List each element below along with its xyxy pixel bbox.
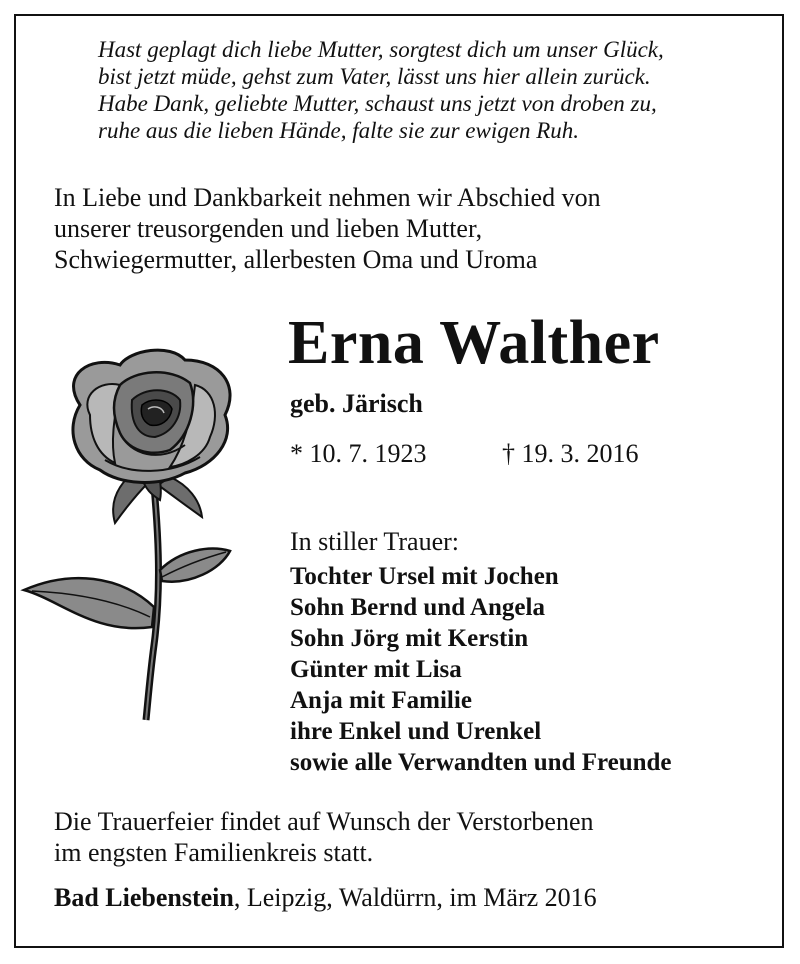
mourners-list [290, 561, 672, 778]
mourner: Günter mit Lisa [290, 656, 462, 683]
mourner: Tochter Ursel mit Jochen [290, 563, 559, 590]
poem-line: Hast geplagt dich liebe Mutter, sorgtest dich um unser Glück, [98, 37, 664, 62]
mourner: Sohn Jörg mit Kerstin [290, 625, 529, 652]
maiden-name: geb. Järisch [290, 389, 423, 418]
poem-line: Habe Dank, geliebte Mutter, schaust uns jetzt von droben zu, [98, 91, 657, 116]
notice-line: im engsten Familienkreis statt. [54, 838, 374, 867]
funeral-notice [54, 806, 594, 868]
places-line [54, 882, 597, 914]
birth-date: * 10. 7. 1923 [290, 439, 427, 468]
primary-place: Bad Liebenstein [54, 883, 234, 912]
mourner: Anja mit Familie [290, 687, 472, 714]
deceased-name: Erna Walther [288, 309, 660, 377]
notice-line: Die Trauerfeier findet auf Wunsch der Verstorbenen [54, 807, 594, 836]
poem [98, 36, 778, 144]
mourner: sowie alle Verwandten und Freunde [290, 749, 672, 776]
mourner: Sohn Bernd und Angela [290, 594, 545, 621]
poem-line: ruhe aus die lieben Hände, falte sie zur ewigen Ruh. [98, 118, 580, 143]
intro-line: unserer treusorgenden und lieben Mutter, [54, 214, 483, 243]
intro-line: Schwiegermutter, allerbesten Oma und Uroma [54, 245, 538, 274]
rose-icon [20, 345, 270, 725]
intro-line: In Liebe und Dankbarkeit nehmen wir Abschied von [54, 183, 601, 212]
mourners-label: In stiller Trauer: [290, 527, 459, 556]
places-rest: , Leipzig, Waldürrn, im März 2016 [233, 883, 597, 912]
death-date: † 19. 3. 2016 [502, 439, 639, 468]
poem-line: bist jetzt müde, gehst zum Vater, lässt uns hier allein zurück. [98, 64, 651, 89]
intro-text [54, 182, 754, 275]
mourner: ihre Enkel und Urenkel [290, 718, 542, 745]
